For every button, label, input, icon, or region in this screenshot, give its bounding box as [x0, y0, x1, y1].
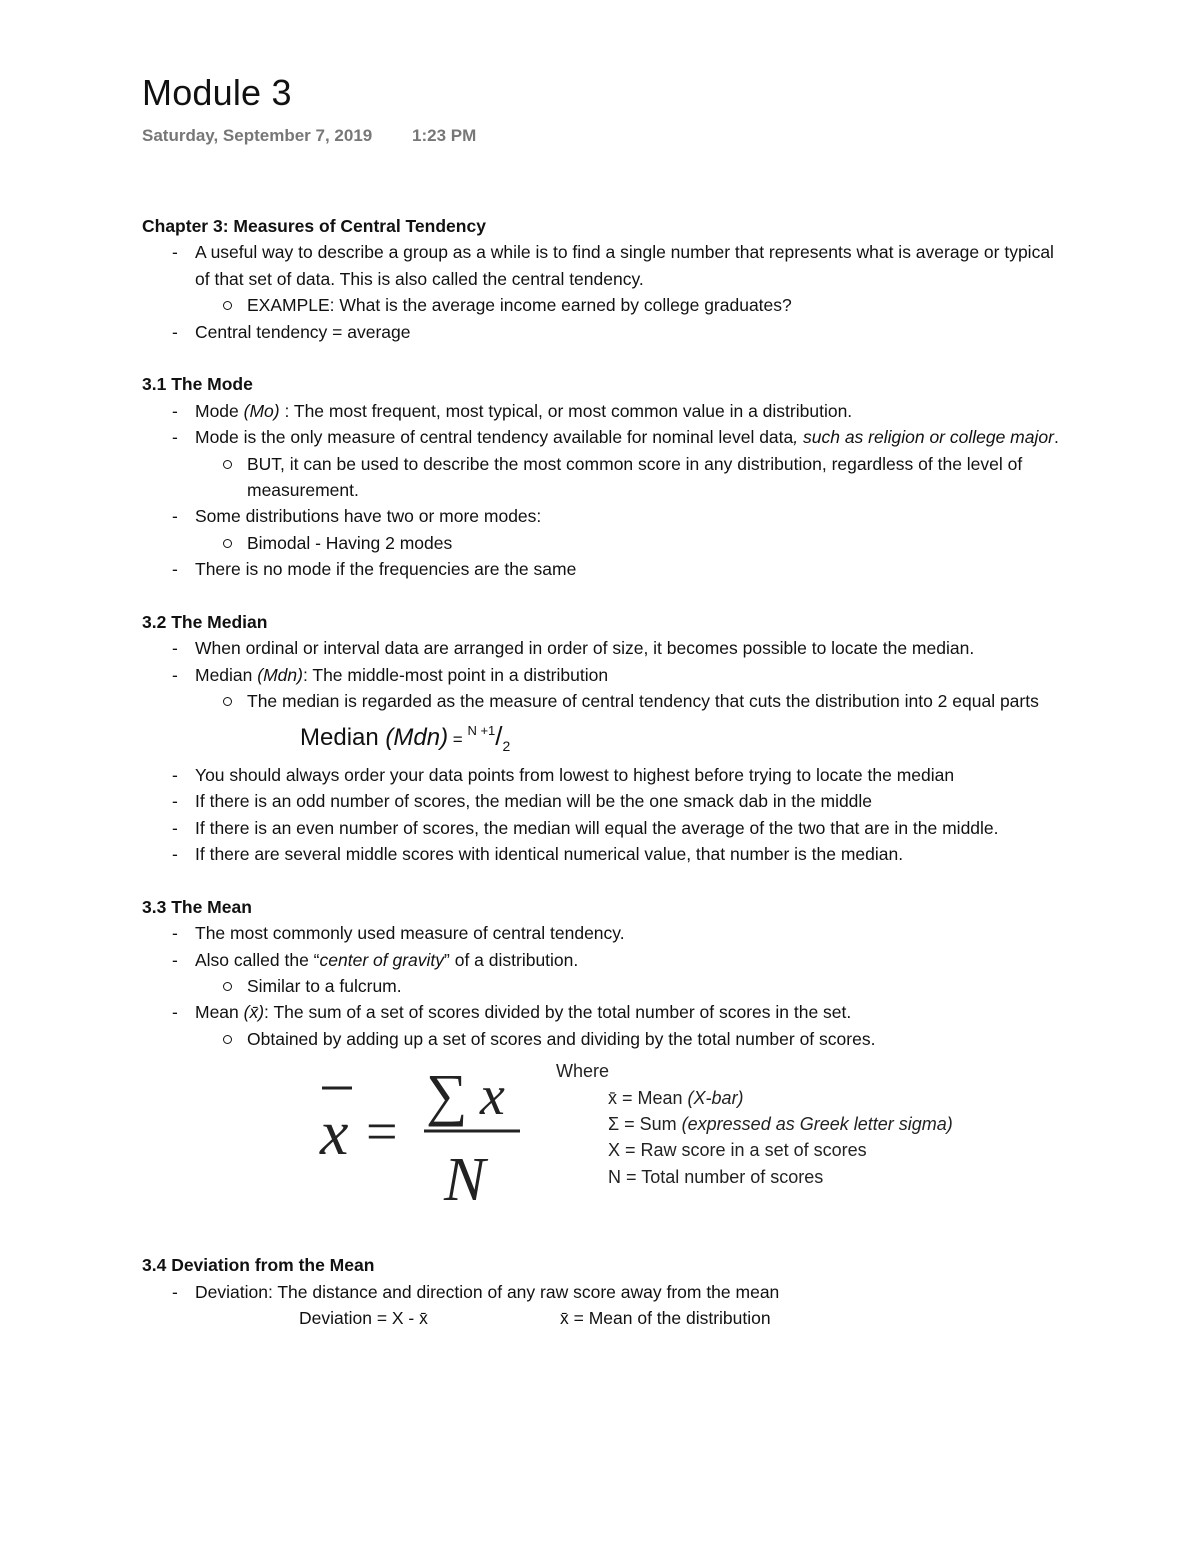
- equals-sign: =: [366, 1101, 398, 1164]
- list-item: - You should always order your data points from lowest to highest before trying to locate the median: [142, 762, 1072, 788]
- page-time: 1:23 PM: [412, 126, 477, 145]
- chapter-heading: Chapter 3: Measures of Central Tendency: [142, 216, 486, 236]
- sub-list-item: Similar to a fulcrum.: [142, 973, 1072, 999]
- section-heading-deviation: 3.4 Deviation from the Mean: [142, 1255, 375, 1276]
- mean-list: [142, 920, 1072, 1052]
- list-item: - Mode (Mo) : The most frequent, most typical, or most common value in a distribution.: [142, 398, 1072, 424]
- where-item: Σ = Sum (expressed as Greek letter sigma): [608, 1113, 953, 1134]
- where-item: X = Raw score in a set of scores: [608, 1140, 867, 1161]
- page-title: Module 3: [142, 72, 292, 113]
- list-item: - Mode is the only measure of central tendency available for nominal level data, such as religion or college major.: [142, 424, 1072, 450]
- x-bar-letter: x: [320, 1097, 349, 1169]
- list-item: [142, 319, 1072, 345]
- section-heading-mean: 3.3 The Mean: [142, 896, 252, 917]
- sub-list-item: Obtained by adding up a set of scores and dividing by the total number of scores.: [142, 1026, 1072, 1052]
- sigma-symbol: ∑: [426, 1062, 468, 1128]
- list-item: - Mean (x̄): The sum of a set of scores divided by the total number of scores in the set.: [142, 999, 1072, 1025]
- list-item-text: A useful way to describe a group as a while is to find a single number that represents what is average or typical of that set of data. This is also called the central tendency.: [195, 242, 1054, 289]
- list-item: - Also called the “center of gravity” of a distribution.: [142, 947, 1072, 973]
- list-item: - The most commonly used measure of central tendency.: [142, 920, 1072, 946]
- section-heading-mode: 3.1 The Mode: [142, 374, 253, 395]
- where-item: N = Total number of scores: [608, 1166, 824, 1187]
- mean-formula-image: [312, 1052, 532, 1212]
- list-item-text: EXAMPLE: What is the average income earned by college graduates?: [247, 295, 792, 316]
- deviation-note: x̄ = Mean of the distribution: [560, 1307, 771, 1328]
- list-item: - When ordinal or interval data are arranged in order of size, it becomes possible to locate the median.: [142, 635, 1072, 661]
- deviation-formula-line: [142, 1305, 1072, 1331]
- median-formula: Median $(Mdn) = ^{N +1}/_2$: [300, 720, 511, 754]
- sub-list-item: [142, 292, 1072, 318]
- deviation-list: [142, 1279, 1072, 1305]
- page-date: Saturday, September 7, 2019: [142, 126, 373, 145]
- list-item: - If there is an even number of scores, the median will equal the average of the two that are in the middle.: [142, 815, 1072, 841]
- deviation-formula: Deviation = X - x̄: [299, 1307, 428, 1328]
- list-item: [142, 239, 1072, 292]
- section-heading-median: 3.2 The Median: [142, 612, 268, 633]
- where-item: x̄ = Mean (X-bar): [608, 1087, 744, 1108]
- sub-list-item: Bimodal - Having 2 modes: [142, 530, 1072, 556]
- list-item: - Deviation: The distance and direction of any raw score away from the mean: [142, 1279, 1072, 1305]
- chapter-list: [142, 239, 1072, 345]
- mode-list: [142, 398, 1072, 583]
- list-item: - There is no mode if the frequencies are the same: [142, 556, 1072, 582]
- denominator-n: N: [444, 1146, 486, 1213]
- list-item: - Median (Mdn): The middle-most point in a distribution: [142, 662, 1072, 688]
- sub-list-item: BUT, it can be used to describe the most common score in any distribution, regardless of the level of measurement.: [142, 451, 1072, 504]
- list-item: - If there is an odd number of scores, the median will be the one smack dab in the middle: [142, 788, 1072, 814]
- list-item-text: Central tendency = average: [195, 321, 411, 342]
- where-label: Where: [556, 1061, 610, 1082]
- where-legend: [556, 1058, 953, 1190]
- numerator-x: x: [480, 1065, 505, 1128]
- sub-list-item: The median is regarded as the measure of central tendency that cuts the distribution into 2 equal parts: [142, 688, 1072, 714]
- date-time-line: [142, 126, 477, 146]
- list-item: - Some distributions have two or more modes:: [142, 503, 1072, 529]
- list-item: - If there are several middle scores with identical numerical value, that number is the median.: [142, 841, 1072, 867]
- mean-formula-block: [142, 1052, 1072, 1252]
- median-list: [142, 635, 1072, 714]
- notes-body: [142, 213, 1072, 1331]
- median-list-2: [142, 762, 1072, 868]
